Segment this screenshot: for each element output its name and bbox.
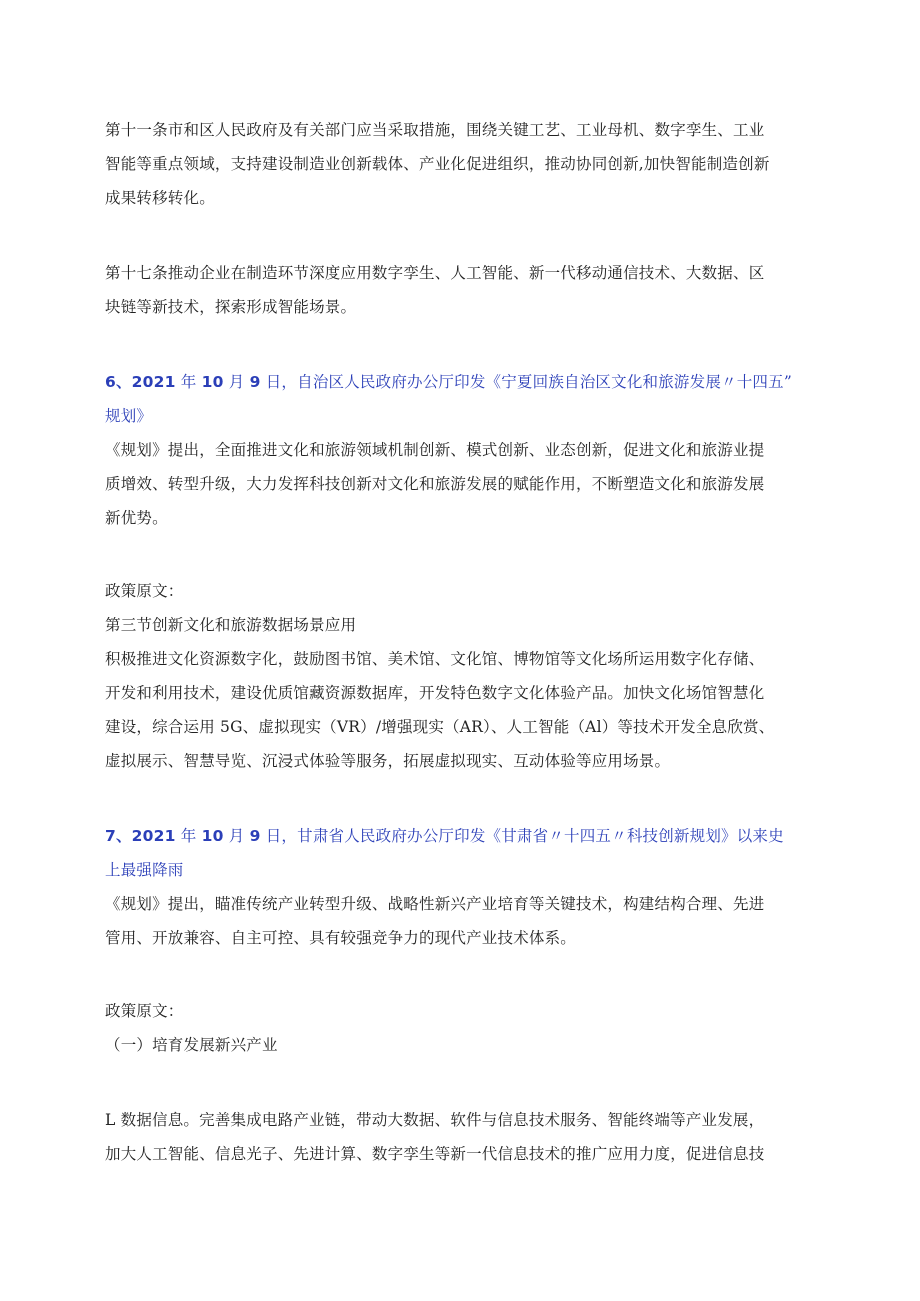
heading-line	[105, 819, 825, 853]
section-6-summary	[105, 433, 825, 535]
heading-number: 9	[249, 373, 261, 391]
paragraph-article-11	[105, 113, 825, 215]
heading-text: 月	[228, 373, 245, 391]
heading-number: 9	[249, 827, 261, 845]
heading-text: 日，自治区人民政府办公厅印发《宁夏回族自治区文化和旅游发展〃十四五”	[265, 373, 792, 391]
text-line: 质增效、转型升级，大力发挥科技创新对文化和旅游发展的赋能作用，不断塑造文化和旅游发展	[105, 475, 765, 493]
heading-line	[105, 365, 825, 399]
section-7-policy	[105, 994, 825, 1062]
text-line: 虚拟展示、智慧导览、沉浸式体验等服务，拓展虚拟现实、互动体验等应用场景。	[105, 752, 671, 770]
policy-label: 政策原文：	[105, 1002, 184, 1020]
section-7-body	[105, 1103, 825, 1171]
text-line: 新优势。	[105, 509, 168, 527]
heading-number: 10	[201, 373, 224, 391]
section-7-summary	[105, 887, 825, 955]
heading-text: 年	[180, 373, 197, 391]
text-line: 建设，综合运用 5G、虚拟现实（VR）/增强现实（AR）、人工智能（Al）等技术开发全息欣赏、	[105, 718, 775, 736]
document-page	[105, 113, 825, 1171]
text-line: 块链等新技术，探索形成智能场景。	[105, 298, 357, 316]
text-line: 管用、开放兼容、自主可控、具有较强竞争力的现代产业技术体系。	[105, 929, 577, 947]
text-line: 第十七条推动企业在制造环节深度应用数字孪生、人工智能、新一代移动通信技术、大数据、区	[105, 264, 765, 282]
heading-text: 年	[180, 827, 197, 845]
heading-number: 7、2021	[105, 827, 176, 845]
sub-title: （一）培育发展新兴产业	[105, 1036, 278, 1054]
sub-title: 第三节创新文化和旅游数据场景应用	[105, 616, 357, 634]
section-6-heading	[105, 365, 825, 433]
policy-label: 政策原文：	[105, 582, 184, 600]
heading-line: 规划》	[105, 407, 153, 425]
heading-text: 日，甘肃省人民政府办公厅印发《甘肃省〃十四五〃科技创新规划》以来史	[265, 827, 784, 845]
text-line: 加大人工智能、信息光子、先进计算、数字孪生等新一代信息技术的推广应用力度，促进信息技	[105, 1145, 765, 1163]
paragraph-article-17	[105, 256, 825, 324]
heading-number: 6、2021	[105, 373, 176, 391]
section-6-policy	[105, 574, 825, 778]
text-line: 智能等重点领域，支持建设制造业创新载体、产业化促进组织，推动协同创新,加快智能制造创新	[105, 155, 770, 173]
heading-number: 10	[201, 827, 224, 845]
heading-line: 上最强降雨	[105, 861, 184, 879]
text-line: L 数据信息。完善集成电路产业链，带动大数据、软件与信息技术服务、智能终端等产业发展，	[105, 1111, 765, 1129]
text-line: 第十一条市和区人民政府及有关部门应当采取措施，围绕关键工艺、工业母机、数字孪生、工业	[105, 121, 765, 139]
text-line: 积极推进文化资源数字化，鼓励图书馆、美术馆、文化馆、博物馆等文化场所运用数字化存储、	[105, 650, 765, 668]
text-line: 《规划》提出，全面推进文化和旅游领域机制创新、模式创新、业态创新，促进文化和旅游业提	[105, 441, 765, 459]
text-line: 开发和利用技术，建设优质馆藏资源数据库，开发特色数字文化体验产品。加快文化场馆智慧化	[105, 684, 765, 702]
section-7-heading	[105, 819, 825, 887]
text-line: 成果转移转化。	[105, 189, 215, 207]
heading-text: 月	[228, 827, 245, 845]
text-line: 《规划》提出，瞄准传统产业转型升级、战略性新兴产业培育等关键技术，构建结构合理、先进	[105, 895, 765, 913]
